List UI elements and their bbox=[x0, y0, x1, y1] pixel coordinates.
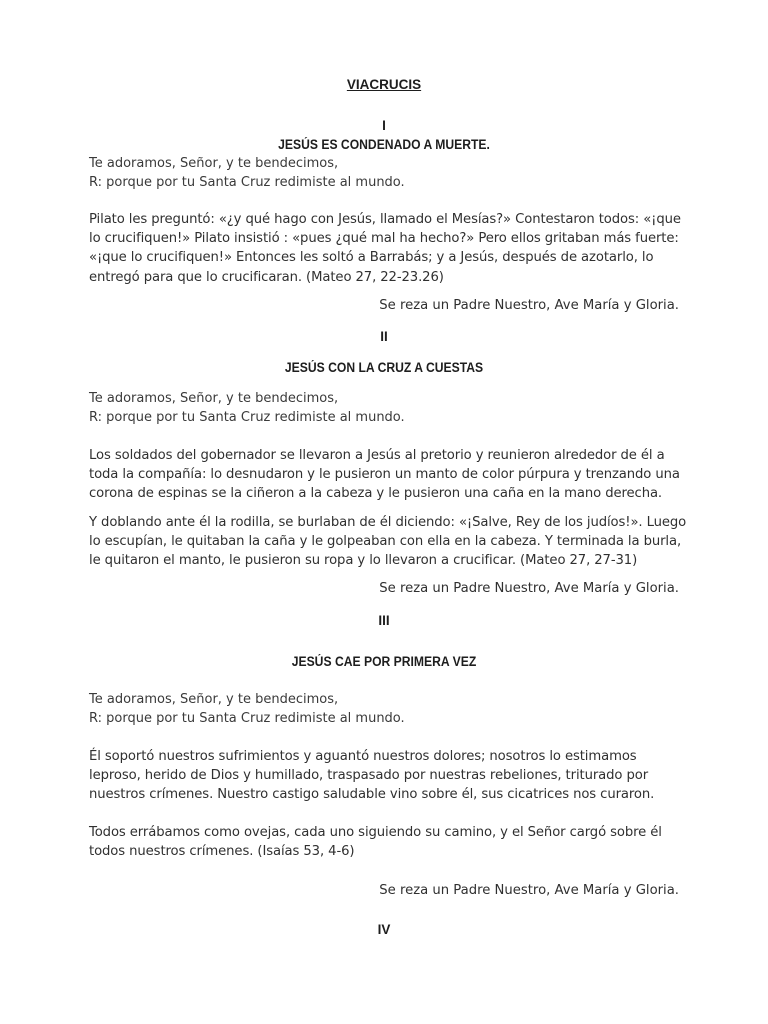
station-2-paragraph-2: Y doblando ante él la rodilla, se burlaban de él diciendo: «¡Salve, Rey de los judíos!». Luego lo escupían, le quitaban la caña y le golpeaban con ella en la cabeza. Y terminada la burla, le quitaron el manto, le pusieron su ropa y lo llevaron a crucificar. (Mateo 27, 27-31) bbox=[89, 515, 687, 569]
station-2-prayer bbox=[89, 389, 689, 427]
station-2-prayer-line-1: Te adoramos, Señor, y te bendecimos, bbox=[89, 391, 339, 406]
station-1-closing: Se reza un Padre Nuestro, Ave María y Gloria. bbox=[379, 298, 679, 313]
station-1-prayer bbox=[89, 154, 689, 192]
station-3-heading: JESÚS CAE POR PRIMERA VEZ bbox=[291, 654, 477, 669]
station-3-prayer-line-2: R: porque por tu Santa Cruz redimiste al mundo. bbox=[89, 711, 405, 726]
station-2-heading: JESÚS CON LA CRUZ A CUESTAS bbox=[284, 360, 484, 375]
station-3-prayer bbox=[89, 690, 689, 728]
station-1-heading: JESÚS ES CONDENADO A MUERTE. bbox=[278, 137, 490, 152]
station-1-paragraph-1: Pilato les preguntó: «¿y qué hago con Jesús, llamado el Mesías?» Contestaron todos: «¡que lo crucifiquen!» Pilato insistió : «pues ¿qué mal ha hecho?» Pero ellos gritaban más fuerte: «¡que lo crucifiquen!» Entonces les soltó a Barrabás; y a Jesús, después de azotarlo, lo entregó para que lo crucificaran. (Mateo 27, 22-23.26) bbox=[89, 212, 681, 285]
station-3-paragraph-1: Él soportó nuestros sufrimientos y aguantó nuestros dolores; nosotros lo estimamos leproso, herido de Dios y humillado, traspasado por nuestras rebeliones, triturado por nuestros crímenes. Nuestro castigo saludable vino sobre él, sus cicatrices nos curaron. bbox=[89, 749, 655, 803]
station-4-number: IV bbox=[377, 922, 391, 937]
station-3-closing: Se reza un Padre Nuestro, Ave María y Gloria. bbox=[379, 883, 679, 898]
station-1-prayer-line-2: R: porque por tu Santa Cruz redimiste al mundo. bbox=[89, 175, 405, 190]
station-2-number: II bbox=[380, 329, 388, 344]
station-1-number: I bbox=[382, 118, 386, 133]
station-3-number: III bbox=[378, 613, 390, 628]
station-3-prayer-line-1: Te adoramos, Señor, y te bendecimos, bbox=[89, 692, 339, 707]
station-2-paragraph-1: Los soldados del gobernador se llevaron a Jesús al pretorio y reunieron alrededor de él a toda la compañía: lo desnudaron y le pusieron un manto de color púrpura y trenzando una corona de espinas se la ciñeron a la cabeza y le pusieron una caña en la mano derecha. bbox=[89, 448, 680, 502]
station-2-prayer-line-2: R: porque por tu Santa Cruz redimiste al mundo. bbox=[89, 410, 405, 425]
document-title: VIACRUCIS bbox=[346, 77, 422, 92]
station-2-closing: Se reza un Padre Nuestro, Ave María y Gloria. bbox=[379, 581, 679, 596]
station-3-paragraph-2: Todos errábamos como ovejas, cada uno siguiendo su camino, y el Señor cargó sobre él todos nuestros crímenes. (Isaías 53, 4-6) bbox=[89, 825, 662, 860]
station-1-prayer-line-1: Te adoramos, Señor, y te bendecimos, bbox=[89, 156, 339, 171]
